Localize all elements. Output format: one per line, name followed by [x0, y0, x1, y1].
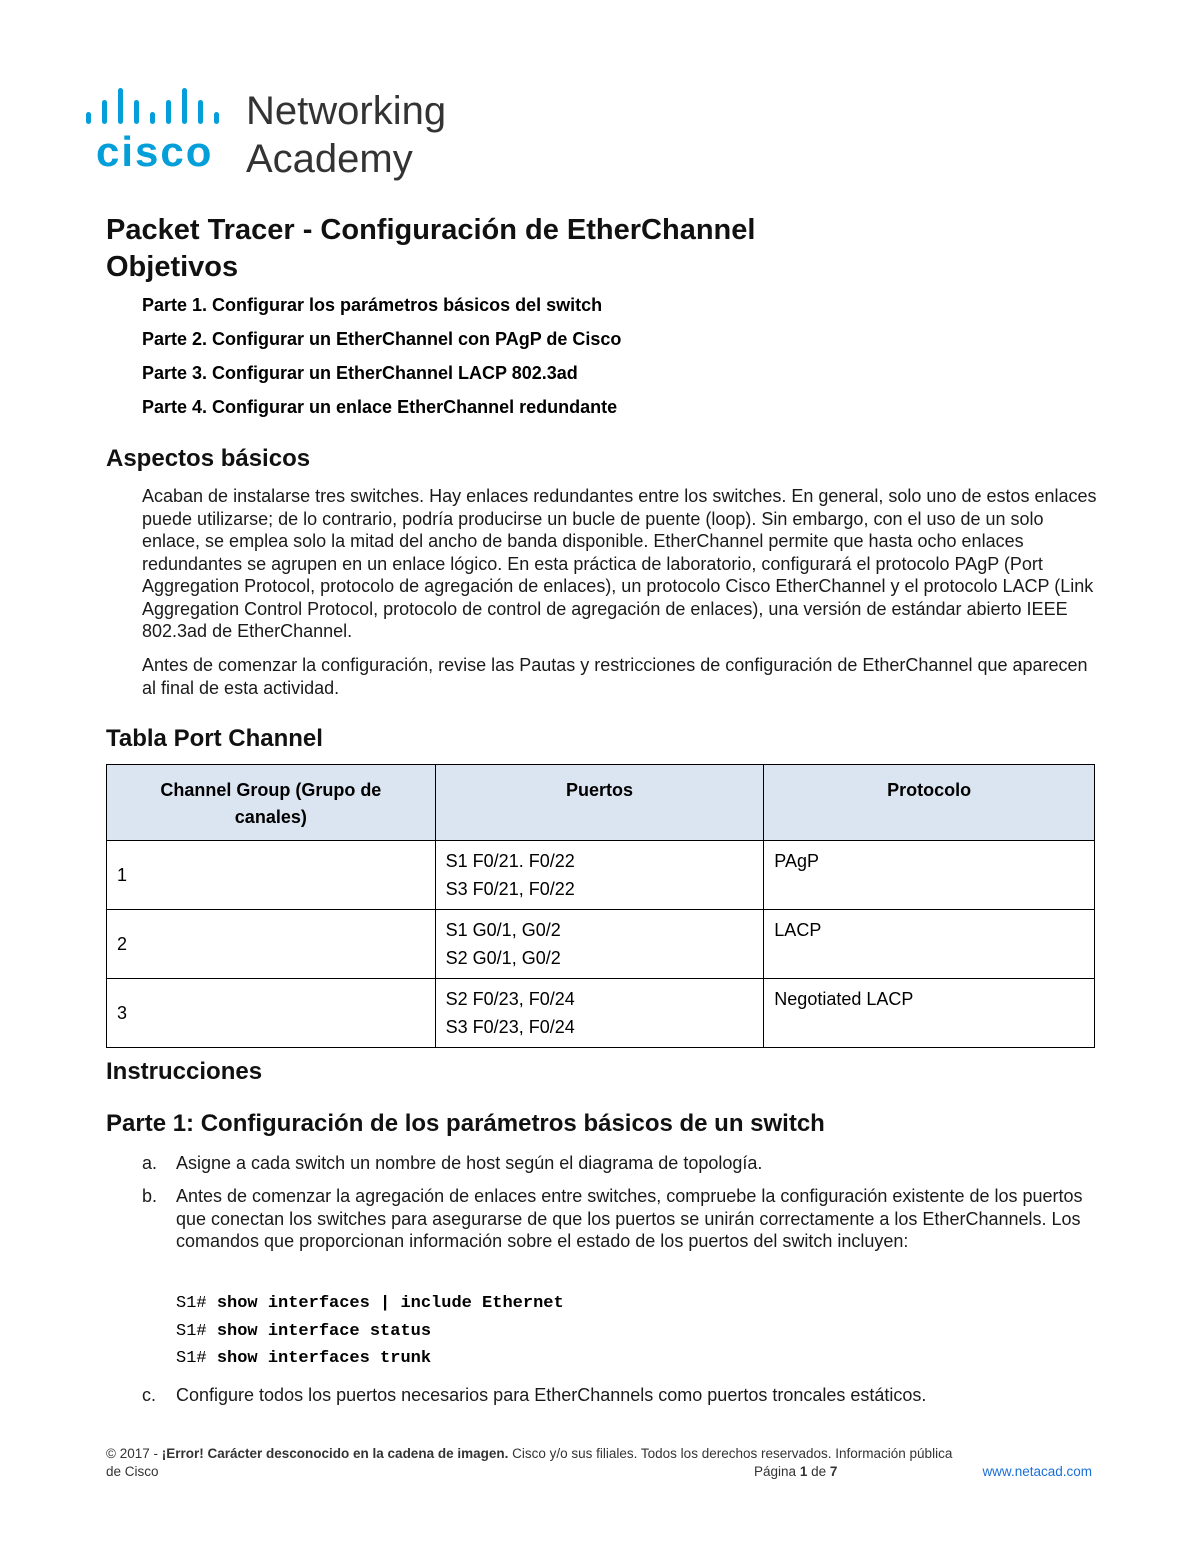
command-prompt: S1#: [176, 1294, 207, 1313]
port-channel-table: [106, 764, 1095, 1048]
page-number: [754, 1463, 837, 1481]
command-line: [176, 1318, 564, 1346]
footer-line2: de Cisco: [106, 1464, 159, 1479]
table-row: [107, 910, 1095, 979]
command-line: [176, 1345, 564, 1373]
cisco-networking-academy-logo: [84, 88, 484, 183]
page-footer: [106, 1445, 1092, 1481]
page-label: Página: [754, 1464, 797, 1479]
footer-error-text: ¡Error! Carácter desconocido en la cadena de imagen.: [161, 1446, 509, 1461]
step-a: [142, 1152, 1102, 1175]
background-paragraph-1: Acaban de instalarse tres switches. Hay enlaces redundantes entre los switches. En general, solo uno de estos enlaces puede utilizarse; de lo contrario, podría producirse un bucle de puente (loop). Sin embargo, con el uso de un solo enlace, se emplea solo la mitad del ancho de banda disponible. EtherChannel permite que hasta ocho enlaces redundantes se agrupen en un enlace lógico. En esta práctica de laboratorio, configurará el protocolo PAgP (Port Aggregation Protocol, protocolo de agregación de enlaces), un protocolo Cisco EtherChannel y el protocolo LACP (Link Aggregation Control Protocol, protocolo de control de agregación de enlaces), una versión de estándar abierto IEEE 802.3ad de EtherChannel.: [142, 486, 1097, 641]
header-protocol: Protocolo: [764, 765, 1095, 841]
header-channel-group: Channel Group (Grupo de canales): [107, 765, 436, 841]
command-line: [176, 1290, 564, 1318]
port-line: S3 F0/21, F0/22: [445, 879, 575, 899]
table-header-row: [107, 765, 1095, 841]
step-text: Asigne a cada switch un nombre de host según el diagrama de topología.: [176, 1153, 763, 1173]
footer-copyright-prefix: © 2017 -: [106, 1446, 162, 1461]
step-marker: a.: [142, 1153, 158, 1173]
port-line: S3 F0/23, F0/24: [445, 1017, 575, 1037]
instructions-heading: Instrucciones: [106, 1058, 263, 1085]
step-marker: c.: [142, 1385, 157, 1405]
objectives-list: [142, 294, 621, 430]
objectives-heading: Objetivos: [106, 251, 239, 283]
header-ports: Puertos: [435, 765, 764, 841]
page-total: 7: [829, 1464, 838, 1479]
cisco-wordmark: cisco: [96, 128, 214, 175]
cell-protocol: LACP: [764, 910, 1095, 979]
command-text: show interfaces | include Ethernet: [216, 1294, 564, 1313]
objective-item: Parte 3. Configurar un EtherChannel LACP 802.3ad: [142, 363, 578, 383]
logo-academy: Academy: [246, 137, 413, 181]
table-heading: Tabla Port Channel: [106, 725, 323, 752]
objective-item: Parte 1. Configurar los parámetros básicos del switch: [142, 295, 603, 315]
step-b: [142, 1185, 1102, 1253]
command-block: [176, 1290, 564, 1373]
page-current: 1: [799, 1464, 808, 1479]
footer-copyright: [106, 1445, 1092, 1463]
port-line: S1 F0/21. F0/22: [445, 851, 575, 871]
cell-protocol: PAgP: [764, 841, 1095, 910]
command-prompt: S1#: [176, 1321, 207, 1341]
background-heading: Aspectos básicos: [106, 445, 311, 472]
command-text: show interfaces trunk: [216, 1349, 432, 1368]
step-c: [142, 1384, 1102, 1407]
table-row: [107, 979, 1095, 1048]
document-title: Packet Tracer - Configuración de EtherChannel: [106, 214, 756, 246]
cell-ports: [435, 979, 764, 1048]
cell-group: 1: [107, 841, 436, 910]
step-text: Antes de comenzar la agregación de enlaces entre switches, compruebe la configuración existente de los puertos que conectan los switches para asegurarse de que los puertos se unirán correctamente a los EtherChannels. Los comandos que proporcionan información sobre el estado de los puertos del switch incluyen:: [176, 1186, 1083, 1251]
port-line: S1 G0/1, G0/2: [445, 920, 561, 940]
port-line: S2 G0/1, G0/2: [445, 948, 561, 968]
cell-ports: [435, 910, 764, 979]
page-of: de: [811, 1464, 827, 1479]
cell-protocol: Negotiated LACP: [764, 979, 1095, 1048]
port-line: S2 F0/23, F0/24: [445, 989, 575, 1009]
background-paragraph-2: Antes de comenzar la configuración, revise las Pautas y restricciones de configuración de EtherChannel que aparecen al final de esta actividad.: [142, 655, 1088, 698]
cisco-bars-icon: [86, 88, 219, 124]
cell-ports: [435, 841, 764, 910]
objective-item: Parte 4. Configurar un enlace EtherChannel redundante: [142, 397, 618, 417]
step-marker: b.: [142, 1186, 158, 1206]
footer-url-link[interactable]: www.netacad.com: [982, 1464, 1092, 1479]
command-prompt: S1#: [176, 1349, 207, 1368]
logo-networking: Networking: [246, 89, 447, 133]
table-row: [107, 841, 1095, 910]
cell-group: 3: [107, 979, 436, 1048]
cell-group: 2: [107, 910, 436, 979]
command-text: show interface status: [216, 1321, 432, 1341]
part1-heading: Parte 1: Configuración de los parámetros básicos de un switch: [106, 1110, 825, 1137]
step-text: Configure todos los puertos necesarios para EtherChannels como puertos troncales estáticos.: [176, 1385, 927, 1405]
objective-item: Parte 2. Configurar un EtherChannel con PAgP de Cisco: [142, 329, 622, 349]
footer-copyright-suffix: Cisco y/o sus filiales. Todos los derechos reservados. Información pública: [508, 1446, 953, 1461]
